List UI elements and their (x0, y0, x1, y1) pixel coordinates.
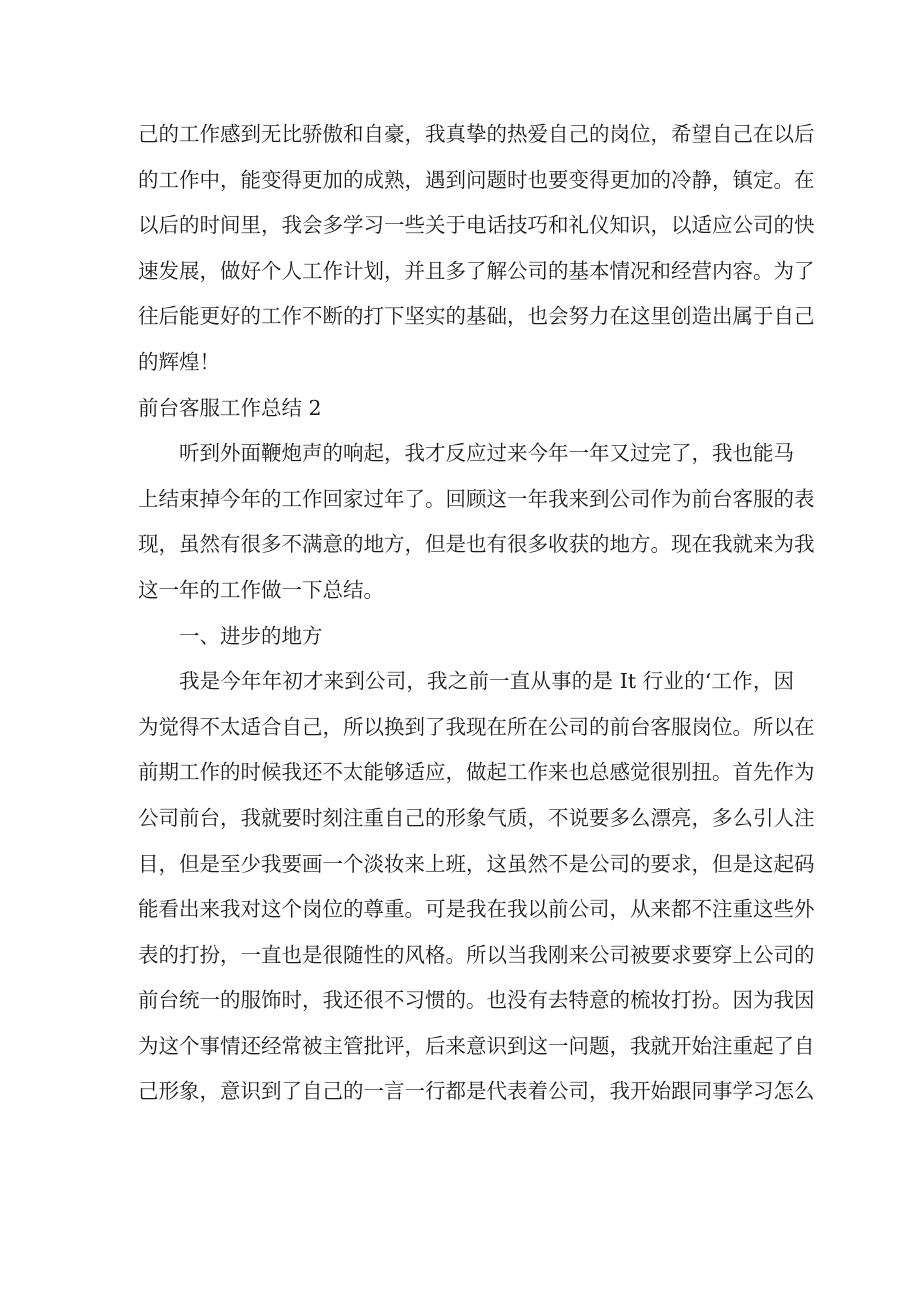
text-line: 目，但是至少我要画一个淡妆来上班，这虽然不是公司的要求，但是这起码 (138, 851, 815, 876)
text-line: 现，虽然有很多不满意的地方，但是也有很多收获的地方。现在我就来为我 (138, 532, 815, 557)
text-line: 听到外面鞭炮声的响起，我才反应过来今年一年又过完了，我也能马 (179, 441, 794, 466)
text-line: 表的打扮，一直也是很随性的风格。所以当我刚来公司被要求要穿上公司的 (138, 942, 815, 967)
text-line: 公司前台，我就要时刻注重自己的形象气质，不说要多么漂亮，多么引人注 (138, 805, 815, 830)
document-page (138, 112, 815, 1115)
text-line: 前期工作的时候我还不太能够适应，做起工作来也总感觉很别扭。首先作为 (138, 760, 815, 785)
text-line: 为这个事情还经常被主管批评，后来意识到这一问题，我就开始注重起了自 (138, 1033, 815, 1058)
section-heading: 前台客服工作总结 2 (138, 395, 322, 420)
text-line: 为觉得不太适合自己，所以换到了我现在所在公司的前台客服岗位。所以在 (138, 714, 815, 739)
text-line: 己的工作感到无比骄傲和自豪，我真挚的热爱自己的岗位，希望自己在以后 (138, 122, 815, 146)
text-line: 我是今年年初才来到公司，我之前一直从事的是 It 行业的‘工作，因 (179, 669, 794, 694)
text-line: 这一年的工作做一下总结。 (138, 577, 384, 602)
subsection-heading: 一、进步的地方 (179, 623, 323, 648)
text-line: 速发展，做好个人工作计划，并且多了解公司的基本情况和经营内容。为了 (138, 258, 815, 283)
text-line: 以后的时间里，我会多学习一些关于电话技巧和礼仪知识，以适应公司的快 (138, 213, 815, 238)
text-line: 上结束掉今年的工作回家过年了。回顾这一年我来到公司作为前台客服的表 (138, 486, 815, 511)
text-line: 往后能更好的工作不断的打下坚实的基础，也会努力在这里创造出属于自己 (138, 304, 815, 329)
text-line: 的辉煌！ (138, 349, 220, 374)
text-line: 己形象，意识到了自己的一言一行都是代表着公司，我开始跟同事学习怎么 (138, 1079, 815, 1104)
text-line: 的工作中，能变得更加的成熟，遇到问题时也要变得更加的冷静，镇定。在 (138, 167, 815, 192)
text-line: 前台统一的服饰时，我还很不习惯的。也没有去特意的梳妆打扮。因为我因 (138, 988, 815, 1013)
text-line: 能看出来我对这个岗位的尊重。可是我在我以前公司，从来都不注重这些外 (138, 897, 815, 922)
